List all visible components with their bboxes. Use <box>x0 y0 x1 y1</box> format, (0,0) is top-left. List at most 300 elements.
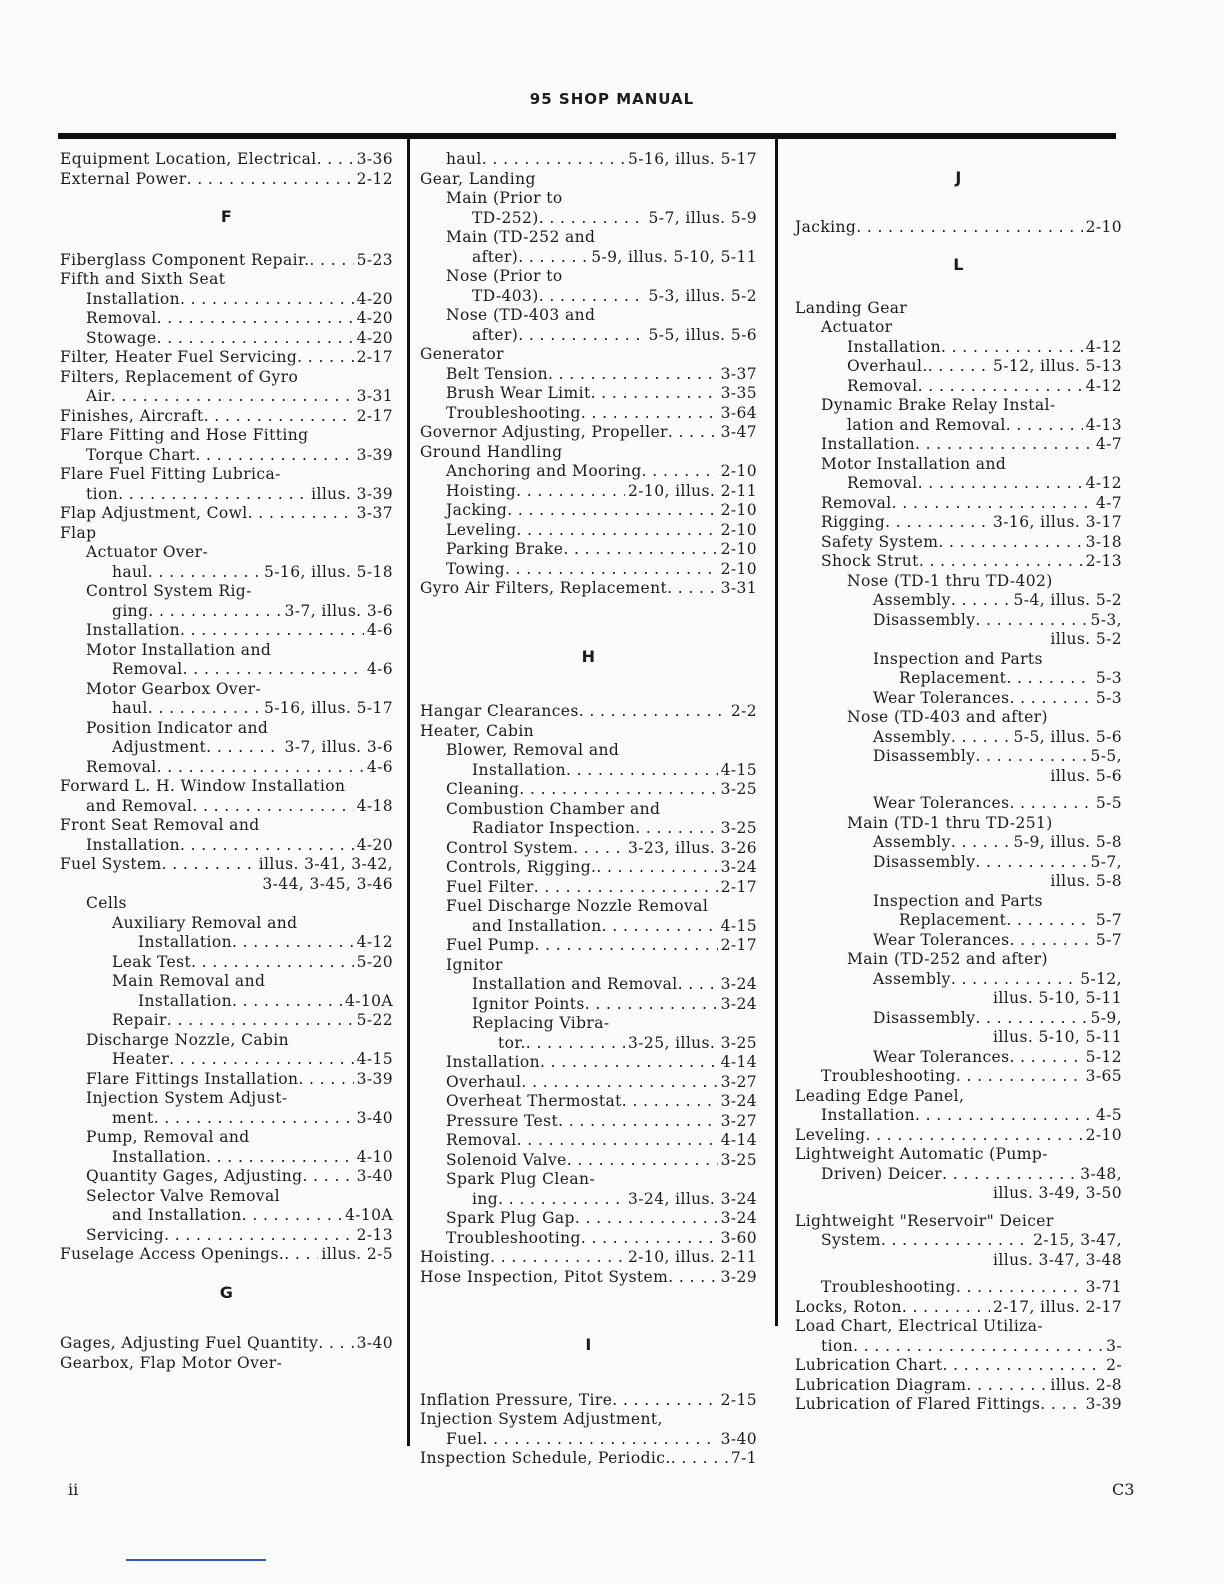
entry-term: Installation <box>446 1053 540 1071</box>
leader-dots <box>303 1167 354 1187</box>
leader-dots <box>206 1148 354 1168</box>
index-heading: Main (TD-252 and after) <box>847 950 1048 968</box>
leader-dots <box>187 170 354 190</box>
leader-dots <box>192 797 353 817</box>
index-entry <box>420 404 757 424</box>
leader-dots <box>526 1034 625 1054</box>
entry-term: ment <box>112 1108 154 1127</box>
index-entry <box>60 290 393 310</box>
entry-term: Parking Brake <box>446 540 564 558</box>
entry-page-ref: 3-39 <box>356 445 393 464</box>
index-entry <box>60 602 393 622</box>
column-divider-2 <box>775 136 778 1326</box>
leader-dots <box>1006 911 1093 931</box>
entry-page-ref: 3-18 <box>1085 532 1122 551</box>
entry-term: Adjustment <box>112 738 207 756</box>
leader-dots <box>668 1268 717 1288</box>
leader-dots <box>612 1391 717 1411</box>
leader-dots <box>591 384 718 404</box>
index-entry <box>795 1337 1122 1357</box>
entry-page-ref: 3-7, illus. 3-6 <box>284 601 393 620</box>
index-entry <box>60 758 393 778</box>
index-entry <box>60 446 393 466</box>
entry-page-ref: 4-6 <box>366 621 393 639</box>
page-number: ii <box>68 1480 79 1499</box>
entry-term: and Installation <box>472 916 602 935</box>
leader-dots <box>548 365 718 385</box>
index-heading: Load Chart, Electrical Utiliza- <box>795 1317 1044 1335</box>
index-heading: Injection System Adjustment, <box>420 1410 663 1428</box>
entry-page-ref: 4-7 <box>1095 493 1122 512</box>
entry-term: Heater <box>112 1050 170 1068</box>
entry-page-ref: 4-12 <box>1085 337 1122 356</box>
index-heading: Landing Gear <box>795 298 908 317</box>
index-entry <box>795 611 1122 631</box>
index-heading: Inspection and Parts <box>873 891 1043 910</box>
leader-dots <box>534 936 717 956</box>
leader-dots <box>956 1067 1083 1087</box>
entry-page-ref: 3-25, illus. 3-25 <box>628 1033 757 1052</box>
entry-page-ref: illus. 3-39 <box>311 484 393 503</box>
leader-dots <box>585 995 718 1015</box>
leader-dots <box>111 387 354 407</box>
entry-page-ref: 3-39 <box>356 1069 393 1088</box>
entry-term: Overhaul. <box>847 357 928 375</box>
entry-term: Ignitor Points <box>472 994 585 1013</box>
index-entry <box>420 936 757 956</box>
index-entry <box>420 579 757 599</box>
entry-page-ref: 5-16, illus. 5-17 <box>264 699 393 717</box>
entry-page-ref: 3-37 <box>720 364 757 383</box>
index-heading: Heater, Cabin <box>420 721 535 740</box>
index-entry <box>795 435 1122 455</box>
index-heading: Flare Fitting and Hose Fitting <box>60 426 309 444</box>
leader-dots <box>558 1112 717 1132</box>
entry-page-ref: 7-1 <box>730 1449 757 1467</box>
entry-term: Torque Chart <box>86 445 196 464</box>
entry-term: Leak Test <box>112 952 192 971</box>
entry-continuation: illus. 5-10, 5-11 <box>993 1028 1122 1046</box>
leader-dots <box>148 563 261 583</box>
entry-page-ref: 3-7, illus. 3-6 <box>284 738 393 756</box>
leader-dots <box>195 446 353 466</box>
entry-continuation: illus. 5-6 <box>1050 766 1122 785</box>
entry-page-ref: 3-65 <box>1085 1067 1122 1085</box>
leader-dots <box>975 747 1087 767</box>
entry-term: Installation <box>821 1106 915 1124</box>
leader-dots <box>191 953 353 973</box>
entry-term: Wear Tolerances <box>873 794 1010 812</box>
entry-term: Equipment Location, Electrical <box>60 150 317 168</box>
entry-page-ref: 4-10A <box>344 1206 393 1224</box>
entry-page-ref: 2-13 <box>356 1225 393 1244</box>
entry-term: TD-403) <box>472 286 539 305</box>
entry-page-ref: 4-10A <box>344 991 393 1010</box>
index-entry <box>420 1209 757 1229</box>
index-entry <box>795 669 1122 689</box>
entry-term: Flap Adjustment, Cowl <box>60 504 248 522</box>
section-letter: I <box>585 1335 592 1354</box>
entry-page-ref: 4-13 <box>1085 415 1122 434</box>
entry-page-ref: 4-7 <box>1095 435 1122 453</box>
entry-page-ref: 4-10 <box>356 1147 393 1166</box>
index-heading: Selector Valve Removal <box>86 1186 280 1205</box>
index-entry <box>795 533 1122 553</box>
entry-page-ref: 3-16, illus. 3-17 <box>993 513 1122 531</box>
leader-dots <box>519 780 717 800</box>
index-entry <box>420 975 757 995</box>
entry-continuation: illus. 3-47, 3-48 <box>993 1250 1122 1269</box>
entry-page-ref: 5-22 <box>356 1011 393 1029</box>
leader-dots <box>951 970 1077 990</box>
index-heading: Nose (TD-1 thru TD-402) <box>847 571 1053 590</box>
index-entry <box>420 462 757 482</box>
entry-page-ref: 3-29 <box>720 1267 757 1286</box>
leader-dots <box>507 501 717 521</box>
leader-dots <box>1040 1395 1082 1415</box>
index-entry <box>60 1245 393 1265</box>
leader-dots <box>516 521 717 541</box>
index-heading: Dynamic Brake Relay Instal- <box>821 396 1056 414</box>
index-entry <box>60 485 393 505</box>
entry-term: Safety System <box>821 532 939 551</box>
index-entry <box>420 560 757 580</box>
index-entry <box>60 504 393 524</box>
entry-page-ref: 2-17 <box>356 348 393 366</box>
index-heading: Generator <box>420 345 504 363</box>
entry-term: Belt Tension <box>446 364 548 383</box>
entry-page-ref: 3-27 <box>720 1072 757 1091</box>
index-entry <box>420 917 757 937</box>
index-heading: Injection System Adjust- <box>86 1089 288 1107</box>
index-heading: Main Removal and <box>112 972 266 990</box>
entry-page-ref: 2- <box>1106 1356 1122 1374</box>
index-entry <box>795 970 1122 990</box>
index-entry <box>60 797 393 817</box>
entry-page-ref: 5-5 <box>1095 794 1122 812</box>
index-entry <box>420 1430 757 1450</box>
entry-page-ref: 4-20 <box>356 309 393 327</box>
entry-term: Air <box>86 387 111 405</box>
leader-dots <box>668 423 718 443</box>
entry-term: Driven) Deicer <box>821 1164 943 1183</box>
entry-page-ref: 3-31 <box>356 387 393 405</box>
leader-dots <box>248 504 354 524</box>
section-letter: G <box>219 1282 234 1302</box>
index-heading: Lightweight "Reservoir" Deicer <box>795 1211 1054 1230</box>
index-entry <box>795 911 1122 931</box>
leader-dots <box>540 1053 718 1073</box>
entry-page-ref: 3-24 <box>720 1209 757 1227</box>
entry-term: Finishes, Aircraft <box>60 406 204 425</box>
index-entry <box>60 855 393 875</box>
entry-page-ref: 2-10 <box>1085 1125 1122 1144</box>
entry-term: Installation <box>138 991 232 1010</box>
index-entry <box>60 1148 393 1168</box>
leader-dots <box>318 1334 353 1354</box>
index-column-3 <box>795 150 1122 1415</box>
leader-dots <box>942 1165 1077 1185</box>
index-entry <box>420 150 757 170</box>
entry-page-ref: 5-3, illus. 5-2 <box>648 286 757 305</box>
index-heading: Lightweight Automatic (Pump- <box>795 1145 1048 1163</box>
entry-page-ref: 3-40 <box>720 1429 757 1448</box>
entry-term: Disassembly <box>873 747 976 765</box>
entry-page-ref: 3-71 <box>1085 1278 1122 1296</box>
entry-page-ref: 3-25 <box>720 1150 757 1169</box>
entry-page-ref: 3-37 <box>356 504 393 522</box>
entry-term: Anchoring and Mooring <box>446 462 642 480</box>
index-entry <box>795 833 1122 853</box>
index-entry <box>60 387 393 407</box>
index-entry <box>420 384 757 404</box>
entry-term: Disassembly <box>873 852 976 871</box>
leader-dots <box>518 248 588 268</box>
index-entry <box>795 338 1122 358</box>
index-entry <box>420 248 757 268</box>
leader-dots <box>635 819 717 839</box>
entry-page-ref: 5-7 <box>1095 930 1122 949</box>
entry-term: Locks, Roton <box>795 1297 902 1316</box>
leader-dots <box>951 728 1011 748</box>
entry-term: Removal <box>821 493 892 512</box>
leader-dots <box>1006 416 1083 436</box>
section-letter: H <box>581 646 596 666</box>
entry-page-ref: 3-31 <box>720 579 757 597</box>
column-divider-1 <box>407 136 410 1446</box>
leader-dots <box>667 579 717 599</box>
leader-dots <box>518 326 645 346</box>
leader-dots <box>118 485 308 505</box>
entry-page-ref: 3-40 <box>356 1167 393 1185</box>
entry-term: and Installation <box>112 1206 242 1224</box>
index-heading: Ignitor <box>446 955 503 974</box>
entry-term: Installation <box>138 933 232 951</box>
entry-term: tion <box>86 484 119 503</box>
entry-page-ref: 3-25 <box>720 780 757 798</box>
entry-term: Fuselage Access Openings. <box>60 1245 285 1263</box>
entry-term: lation and Removal <box>847 415 1006 434</box>
leader-dots <box>157 329 354 349</box>
index-entry <box>420 423 757 443</box>
entry-term: Removal <box>847 376 918 395</box>
leader-dots <box>579 702 728 722</box>
index-entry <box>795 1231 1122 1251</box>
entry-page-ref: 3-27 <box>720 1111 757 1130</box>
entry-term: Removal <box>86 309 157 327</box>
entry-term: Troubleshooting <box>821 1067 956 1085</box>
index-entry <box>795 689 1122 709</box>
page-header: 95 SHOP MANUAL <box>529 90 695 108</box>
index-entry <box>420 702 757 722</box>
entry-term: Inspection Schedule, Periodic. <box>420 1449 671 1467</box>
entry-term: Lubrication of Flared Fittings <box>795 1395 1041 1413</box>
entry-page-ref: 2-17 <box>720 877 757 896</box>
entry-term: Hangar Clearances <box>420 702 579 720</box>
index-heading: Ground Handling <box>420 442 563 461</box>
entry-term: Troubleshooting <box>821 1278 956 1296</box>
index-entry <box>795 1395 1122 1415</box>
index-heading: Nose (Prior to <box>446 267 563 285</box>
entry-term: Jacking <box>446 501 508 519</box>
entry-term: Installation <box>86 835 180 854</box>
entry-page-ref: 5-20 <box>356 952 393 971</box>
entry-term: ing <box>472 1189 499 1208</box>
leader-dots <box>539 209 646 229</box>
index-heading: Discharge Nozzle, Cabin <box>86 1030 290 1049</box>
index-entry <box>60 1011 393 1031</box>
entry-term: Disassembly <box>873 1008 976 1027</box>
header-rule <box>58 133 1116 139</box>
leader-dots <box>915 1106 1093 1126</box>
entry-page-ref: 5-16, illus. 5-18 <box>264 562 393 581</box>
index-column-2 <box>420 150 757 1469</box>
leader-dots <box>885 513 990 533</box>
index-heading: Main (TD-252 and <box>446 228 596 246</box>
leader-dots <box>183 660 364 680</box>
index-heading: Auxiliary Removal and <box>112 913 298 932</box>
index-heading: Gear, Landing <box>420 169 536 188</box>
index-entry <box>795 416 1122 436</box>
index-entry <box>420 1391 757 1411</box>
entry-continuation: 3-44, 3-45, 3-46 <box>262 874 393 893</box>
entry-term: TD-252) <box>472 208 539 227</box>
leader-dots <box>539 287 646 307</box>
entry-page-ref: 4-12 <box>356 933 393 951</box>
entry-page-ref: 3-23, illus. 3-26 <box>628 838 757 857</box>
leader-dots <box>928 357 990 377</box>
entry-page-ref: 2-10 <box>1085 217 1122 236</box>
index-entry <box>795 1376 1122 1396</box>
entry-term: Installation <box>821 435 915 453</box>
entry-term: Cleaning <box>446 780 520 798</box>
entry-term: Fiberglass Component Repair. <box>60 250 310 269</box>
leader-dots <box>317 150 354 170</box>
leader-dots <box>951 591 1011 611</box>
entry-page-ref: illus. 3-41, 3-42, <box>258 855 393 873</box>
index-entry <box>420 501 757 521</box>
entry-term: Lubrication Chart <box>795 1356 943 1374</box>
leader-dots <box>966 1376 1047 1396</box>
entry-term: Installation <box>112 1147 206 1166</box>
leader-dots <box>975 611 1087 631</box>
index-entry <box>60 1226 393 1246</box>
entry-page-ref: 5-7, <box>1090 852 1122 871</box>
leader-dots <box>232 992 342 1012</box>
leader-dots <box>180 621 364 641</box>
leader-dots <box>602 917 718 937</box>
entry-page-ref: 5-16, illus. 5-17 <box>628 150 757 168</box>
index-entry <box>420 1034 757 1054</box>
entry-term: Assembly <box>873 591 951 609</box>
leader-dots <box>148 699 261 719</box>
index-entry <box>420 482 757 502</box>
entry-term: Rigging <box>821 513 886 531</box>
entry-term: Leveling <box>795 1125 866 1144</box>
leader-dots <box>642 462 718 482</box>
entry-page-ref: 5-3, <box>1090 610 1122 629</box>
entry-term: Control System <box>446 838 574 857</box>
leader-dots <box>309 251 353 271</box>
entry-term: Leveling <box>446 520 517 539</box>
leader-dots <box>157 309 354 329</box>
index-entry <box>420 326 757 346</box>
index-entry <box>420 839 757 859</box>
index-entry <box>60 621 393 641</box>
index-entry <box>60 1206 393 1226</box>
index-entry <box>420 1449 757 1469</box>
index-entry <box>795 853 1122 873</box>
entry-term: and Removal <box>86 796 193 815</box>
entry-term: Hoisting <box>446 481 517 500</box>
entry-term: Wear Tolerances <box>873 930 1010 949</box>
index-heading: Main (TD-1 thru TD-251) <box>847 813 1053 832</box>
index-heading: Nose (TD-403 and after) <box>847 708 1048 726</box>
index-entry <box>795 513 1122 533</box>
entry-page-ref: 2-17, illus. 2-17 <box>993 1297 1122 1316</box>
leader-dots <box>517 1131 718 1151</box>
entry-term: Installation <box>472 760 566 779</box>
index-entry <box>795 728 1122 748</box>
entry-page-ref: illus. 2-8 <box>1050 1375 1122 1394</box>
entry-page-ref: 4-6 <box>366 660 393 678</box>
entry-page-ref: 5-12 <box>1085 1047 1122 1066</box>
entry-page-ref: 5-9, illus. 5-10, 5-11 <box>591 247 757 266</box>
entry-page-ref: 2-10 <box>720 520 757 539</box>
entry-term: Inflation Pressure, Tire <box>420 1390 613 1409</box>
entry-page-ref: 3-36 <box>356 150 393 168</box>
index-entry <box>60 836 393 856</box>
index-entry <box>60 738 393 758</box>
index-entry <box>60 170 393 190</box>
entry-page-ref: 3-24 <box>720 975 757 993</box>
entry-term: Troubleshooting <box>446 403 581 422</box>
entry-term: haul <box>112 562 148 581</box>
entry-term: Disassembly <box>873 610 976 629</box>
entry-term: after) <box>472 325 519 344</box>
index-entry <box>60 992 393 1012</box>
index-entry <box>795 1356 1122 1376</box>
leader-dots <box>482 150 625 170</box>
entry-page-ref: 2-15 <box>720 1390 757 1409</box>
entry-page-ref: 3-40 <box>356 1108 393 1127</box>
index-entry <box>795 377 1122 397</box>
leader-dots <box>148 602 281 622</box>
section-letter: F <box>220 207 233 226</box>
index-entry <box>420 995 757 1015</box>
leader-dots <box>482 1430 717 1450</box>
entry-page-ref: 3-48, <box>1080 1164 1122 1183</box>
entry-page-ref: 3-24 <box>720 994 757 1013</box>
entry-term: Radiator Inspection <box>472 819 636 837</box>
leader-dots <box>596 858 717 878</box>
index-heading: Motor Installation and <box>821 454 1007 473</box>
entry-term: haul <box>112 699 148 717</box>
entry-term: ging <box>112 601 149 620</box>
entry-page-ref: 4-14 <box>720 1131 757 1149</box>
entry-page-ref: 4-15 <box>356 1050 393 1068</box>
index-heading: Forward L. H. Window Installation <box>60 777 346 795</box>
leader-dots <box>154 1109 354 1129</box>
index-heading: Front Seat Removal and <box>60 816 260 834</box>
index-entry <box>795 357 1122 377</box>
index-heading: Gearbox, Flap Motor Over- <box>60 1353 283 1372</box>
leader-dots <box>573 839 625 859</box>
entry-term: Wear Tolerances <box>873 688 1010 707</box>
entry-term: tion <box>821 1336 854 1355</box>
entry-continuation: illus. 3-49, 3-50 <box>993 1184 1122 1202</box>
entry-page-ref: 4-15 <box>720 916 757 935</box>
